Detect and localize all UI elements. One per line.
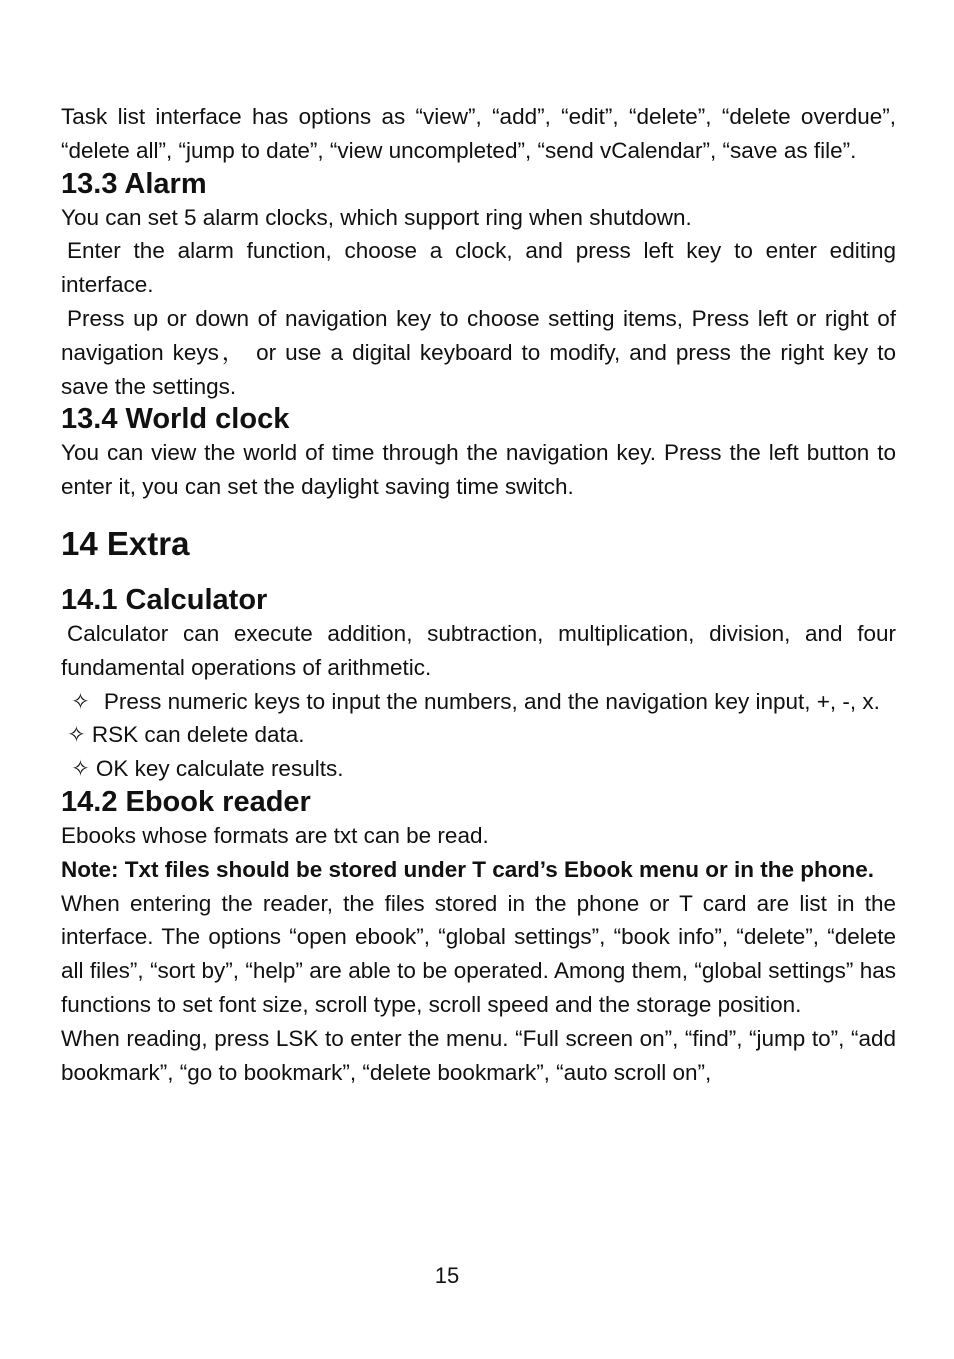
calculator-bullet-1 [61,685,896,719]
calculator-heading: 14.1 Calculator [61,583,268,616]
bullet-star-icon: ✧ [67,722,86,748]
bullet-star-icon: ✧ [71,756,90,782]
page-number: 15 [434,1263,460,1288]
world-clock-paragraph: You can view the world of time through the navigation key. Press the left button to enter it, you can set the daylight saving time switch. [61,440,896,500]
alarm-heading: 13.3 Alarm [61,167,207,200]
task-list-paragraph: Task list interface has options as “view”, “add”, “edit”, “delete”, “delete overdue”, “delete all”, “jump to date”, “view uncompleted”, “send vCalendar”, “save as file”. [61,104,896,163]
bullet-text: Press numeric keys to input the numbers, and the navigation key input, +, -, x. [103,688,880,714]
calculator-bullet-3 [61,752,896,786]
ebook-paragraph-1: Ebooks whose formats are txt can be read. [61,822,489,848]
ebook-note: Note: Txt files should be stored under T card’s Ebook menu or in the phone. [61,856,874,882]
world-clock-heading: 13.4 World clock [61,403,290,436]
ebook-paragraph-3: When reading, press LSK to enter the menu. “Full screen on”, “find”, “jump to”, “add bookmark”, “go to bookmark”, “delete bookmark”, “auto scroll on”, [61,1025,896,1085]
calculator-bullet-2 [61,718,896,752]
alarm-paragraph-1: You can set 5 alarm clocks, which support ring when shutdown. [61,204,692,230]
bullet-star-icon: ✧ [71,688,90,714]
ebook-heading: 14.2 Ebook reader [61,785,311,818]
calculator-paragraph: Calculator can execute addition, subtraction, multiplication, division, and four fundamental operations of arithmetic. [61,620,896,680]
alarm-paragraph-3: Press up or down of navigation key to choose setting items, Press left or right of navigation keys， or use a digital keyboard to modify, and press the right key to save the settings. [61,305,896,399]
extra-heading: 14 Extra [61,524,190,562]
bullet-text: OK key calculate results. [95,756,344,782]
bullet-text: RSK can delete data. [91,722,305,748]
document-page [61,100,896,1089]
ebook-paragraph-2: When entering the reader, the files stored in the phone or T card are list in the interface. The options “open ebook”, “global settings”, “book info”, “delete”, “delete all files”, “sort by”, “help” are able to be operated. Among them, “global settings” has functions to set font size, scroll type, scroll speed and the storage position. [61,890,896,1017]
alarm-paragraph-2: Enter the alarm function, choose a clock, and press left key to enter editing interface. [61,238,896,298]
